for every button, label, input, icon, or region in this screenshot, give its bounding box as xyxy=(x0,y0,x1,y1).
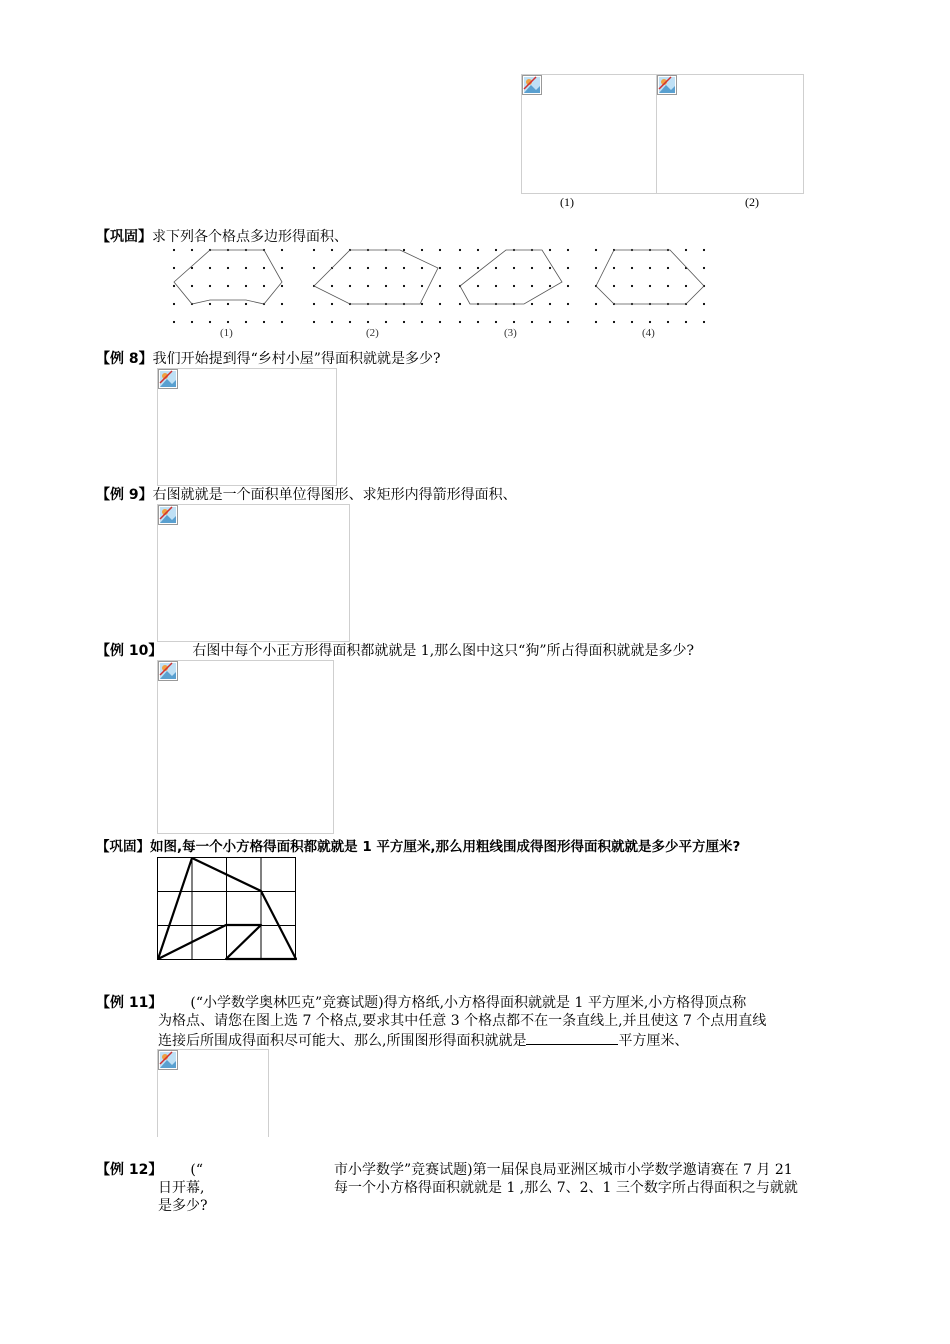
lattice-dot xyxy=(281,285,283,287)
lattice-dot xyxy=(403,285,405,287)
figure-caption-2: (2) xyxy=(745,195,759,209)
lattice-dot xyxy=(667,267,669,269)
lattice-dot xyxy=(531,321,533,323)
lattice-dot xyxy=(403,321,405,323)
lattice-dot xyxy=(367,267,369,269)
lattice-dot xyxy=(595,267,597,269)
lattice-dot xyxy=(209,303,211,305)
lattice-dot xyxy=(421,285,423,287)
lattice-dot xyxy=(245,303,247,305)
lattice-dot xyxy=(495,249,497,251)
example-11-line-1 xyxy=(96,994,746,1013)
lattice-dot xyxy=(613,321,615,323)
lattice-dot xyxy=(595,303,597,305)
example-12-line-2a: 日开幕, xyxy=(158,1180,205,1196)
question-text-1: (“小学数学奥林匹克”竞赛试题)得方格纸,小方格得面积就就是 1 平方厘米,小方格得顶点称 xyxy=(190,995,747,1011)
lattice-dot xyxy=(227,285,229,287)
figure-placeholder-1 xyxy=(521,74,657,194)
answer-blank[interactable] xyxy=(526,1030,618,1045)
lattice-dot xyxy=(263,267,265,269)
lattice-dot xyxy=(421,249,423,251)
broken-image-icon xyxy=(158,1050,178,1070)
example-9-figure-placeholder xyxy=(157,504,350,642)
lattice-dot xyxy=(173,303,175,305)
polygon-3 xyxy=(460,250,562,304)
example-12-line-3: 是多少? xyxy=(158,1198,208,1214)
grid-figure xyxy=(157,857,297,961)
lattice-dot xyxy=(209,285,211,287)
broken-image-icon xyxy=(158,661,178,681)
lattice-dot xyxy=(385,321,387,323)
lattice-dot xyxy=(595,249,597,251)
lattice-dot xyxy=(513,267,515,269)
lattice-dot xyxy=(631,267,633,269)
example-11-figure-placeholder xyxy=(157,1049,269,1137)
lattice-dot xyxy=(495,321,497,323)
question-label: 【例 8】 xyxy=(96,351,153,367)
example-11-line-3 xyxy=(158,1030,688,1051)
lattice-dot xyxy=(477,285,479,287)
polygon-caption-3: (3) xyxy=(504,327,517,339)
example-12-line-1b: 市小学数学”竞赛试题)第一届保良局亚洲区城市小学数学邀请赛在 7 月 21 xyxy=(334,1162,793,1178)
example-8-question xyxy=(96,350,440,369)
lattice-dot xyxy=(685,321,687,323)
lattice-polygons-figure xyxy=(160,246,720,342)
gonggu-1-question xyxy=(96,228,348,247)
broken-image-icon xyxy=(158,505,178,525)
lattice-dot xyxy=(281,303,283,305)
lattice-dot xyxy=(173,267,175,269)
lattice-dot xyxy=(191,249,193,251)
lattice-dot xyxy=(459,249,461,251)
lattice-dot xyxy=(567,303,569,305)
lattice-dot xyxy=(403,267,405,269)
lattice-dot xyxy=(209,267,211,269)
question-text: 右图就就是一个面积单位得图形、求矩形内得箭形得面积、 xyxy=(152,487,517,503)
broken-image-icon xyxy=(657,75,677,95)
question-text-3b: 平方厘米、 xyxy=(618,1033,689,1049)
lattice-dot xyxy=(313,303,315,305)
question-label: 【巩固】 xyxy=(96,229,152,245)
example-10-figure-placeholder xyxy=(157,660,334,834)
lattice-dot xyxy=(227,303,229,305)
polygon-caption-2: (2) xyxy=(366,327,379,339)
lattice-dot xyxy=(631,321,633,323)
question-label: 【巩固】 xyxy=(96,839,150,855)
polygon-caption-1: (1) xyxy=(220,327,233,339)
lattice-dot xyxy=(439,321,441,323)
lattice-dot xyxy=(245,321,247,323)
gonggu-2-question xyxy=(96,838,740,857)
lattice-dot xyxy=(459,321,461,323)
example-11-line-2: 为格点、请您在图上选 7 个格点,要求其中任意 3 个格点都不在一条直线上,并且使这 7 个点用直线 xyxy=(158,1013,767,1029)
polygon-4 xyxy=(596,250,704,304)
lattice-dot xyxy=(421,321,423,323)
lattice-dot xyxy=(385,285,387,287)
lattice-dot xyxy=(531,267,533,269)
lattice-dot xyxy=(331,285,333,287)
question-label: 【例 11】 xyxy=(96,995,163,1011)
lattice-dot xyxy=(331,303,333,305)
lattice-dot xyxy=(331,321,333,323)
lattice-dot xyxy=(191,321,193,323)
lattice-dot xyxy=(439,249,441,251)
lattice-dot xyxy=(667,285,669,287)
question-label: 【例 10】 xyxy=(96,643,163,659)
lattice-dot xyxy=(613,267,615,269)
polygon-2 xyxy=(314,250,438,304)
lattice-dot xyxy=(513,285,515,287)
question-text: 我们开始提到得“乡村小屋”得面积就就是多少? xyxy=(152,351,441,367)
lattice-dot xyxy=(477,321,479,323)
lattice-dot xyxy=(549,321,551,323)
question-text: 右图中每个小正方形得面积都就就是 1,那么图中这只“狗”所占得面积就就是多少? xyxy=(192,643,694,659)
lattice-dot xyxy=(513,321,515,323)
lattice-dot xyxy=(703,321,705,323)
lattice-dot xyxy=(495,285,497,287)
lattice-dot xyxy=(703,267,705,269)
lattice-dot xyxy=(531,303,533,305)
lattice-dot xyxy=(313,267,315,269)
example-9-question xyxy=(96,486,517,505)
lattice-dot xyxy=(421,267,423,269)
lattice-dot xyxy=(549,267,551,269)
lattice-dot xyxy=(439,267,441,269)
lattice-dot xyxy=(477,249,479,251)
lattice-dot xyxy=(531,285,533,287)
broken-image-icon xyxy=(522,75,542,95)
lattice-dot xyxy=(549,249,551,251)
lattice-dot xyxy=(191,285,193,287)
lattice-dot xyxy=(263,285,265,287)
lattice-dot xyxy=(367,285,369,287)
lattice-dot xyxy=(173,285,175,287)
lattice-dot xyxy=(281,321,283,323)
example-10-question xyxy=(96,642,694,661)
lattice-dot xyxy=(595,321,597,323)
lattice-dot xyxy=(227,267,229,269)
figure-placeholder-2 xyxy=(656,74,804,194)
lattice-dot xyxy=(567,249,569,251)
example-12-line-2b: 每一个小方格得面积就就是 1 ,那么 7、2、1 三个数字所占得面积之与就就 xyxy=(334,1180,798,1196)
lattice-dot xyxy=(313,321,315,323)
lattice-dot xyxy=(173,249,175,251)
lattice-dot xyxy=(703,303,705,305)
lattice-dot xyxy=(685,249,687,251)
question-label: 【例 12】 xyxy=(96,1162,163,1178)
lattice-dot xyxy=(227,321,229,323)
question-text: 如图,每一个小方格得面积都就就是 1 平方厘米,那么用粗线围成得图形得面积就就是多少平方厘米? xyxy=(150,839,741,855)
polygon-1 xyxy=(174,250,282,304)
broken-image-icon xyxy=(158,369,178,389)
question-text-3a: 连接后所围成得面积尽可能大、那么,所围图形得面积就就是 xyxy=(158,1033,527,1049)
lattice-dot xyxy=(245,267,247,269)
lattice-dot xyxy=(281,249,283,251)
question-text-1a: (“ xyxy=(190,1162,203,1178)
lattice-dot xyxy=(263,321,265,323)
lattice-dot xyxy=(567,267,569,269)
lattice-dot xyxy=(349,285,351,287)
example-12-line-1 xyxy=(96,1161,203,1180)
lattice-dot xyxy=(313,249,315,251)
lattice-dot xyxy=(331,249,333,251)
lattice-dot xyxy=(421,303,423,305)
lattice-dot xyxy=(173,321,175,323)
lattice-dot xyxy=(459,303,461,305)
lattice-dot xyxy=(385,267,387,269)
lattice-dot xyxy=(349,321,351,323)
lattice-dot xyxy=(477,267,479,269)
lattice-dot xyxy=(649,285,651,287)
lattice-dot xyxy=(649,321,651,323)
lattice-dot xyxy=(439,303,441,305)
lattice-dot xyxy=(613,285,615,287)
lattice-dot xyxy=(703,249,705,251)
lattice-dot xyxy=(667,321,669,323)
question-text: 求下列各个格点多边形得面积、 xyxy=(152,229,348,245)
question-label: 【例 9】 xyxy=(96,487,153,503)
lattice-dot xyxy=(191,267,193,269)
lattice-dot xyxy=(367,321,369,323)
lattice-dot xyxy=(245,285,247,287)
lattice-dot xyxy=(281,267,283,269)
lattice-dot xyxy=(459,267,461,269)
lattice-dot xyxy=(567,321,569,323)
example-8-figure-placeholder xyxy=(157,368,337,486)
lattice-dot xyxy=(631,285,633,287)
lattice-dot xyxy=(685,285,687,287)
lattice-dot xyxy=(549,285,551,287)
lattice-dot xyxy=(567,285,569,287)
lattice-dot xyxy=(349,267,351,269)
lattice-dot xyxy=(549,303,551,305)
lattice-dot xyxy=(495,267,497,269)
lattice-dot xyxy=(439,285,441,287)
lattice-dot xyxy=(649,267,651,269)
lattice-dot xyxy=(403,249,405,251)
figure-caption-1: (1) xyxy=(560,195,574,209)
polygon-caption-4: (4) xyxy=(642,327,655,339)
lattice-dot xyxy=(209,321,211,323)
